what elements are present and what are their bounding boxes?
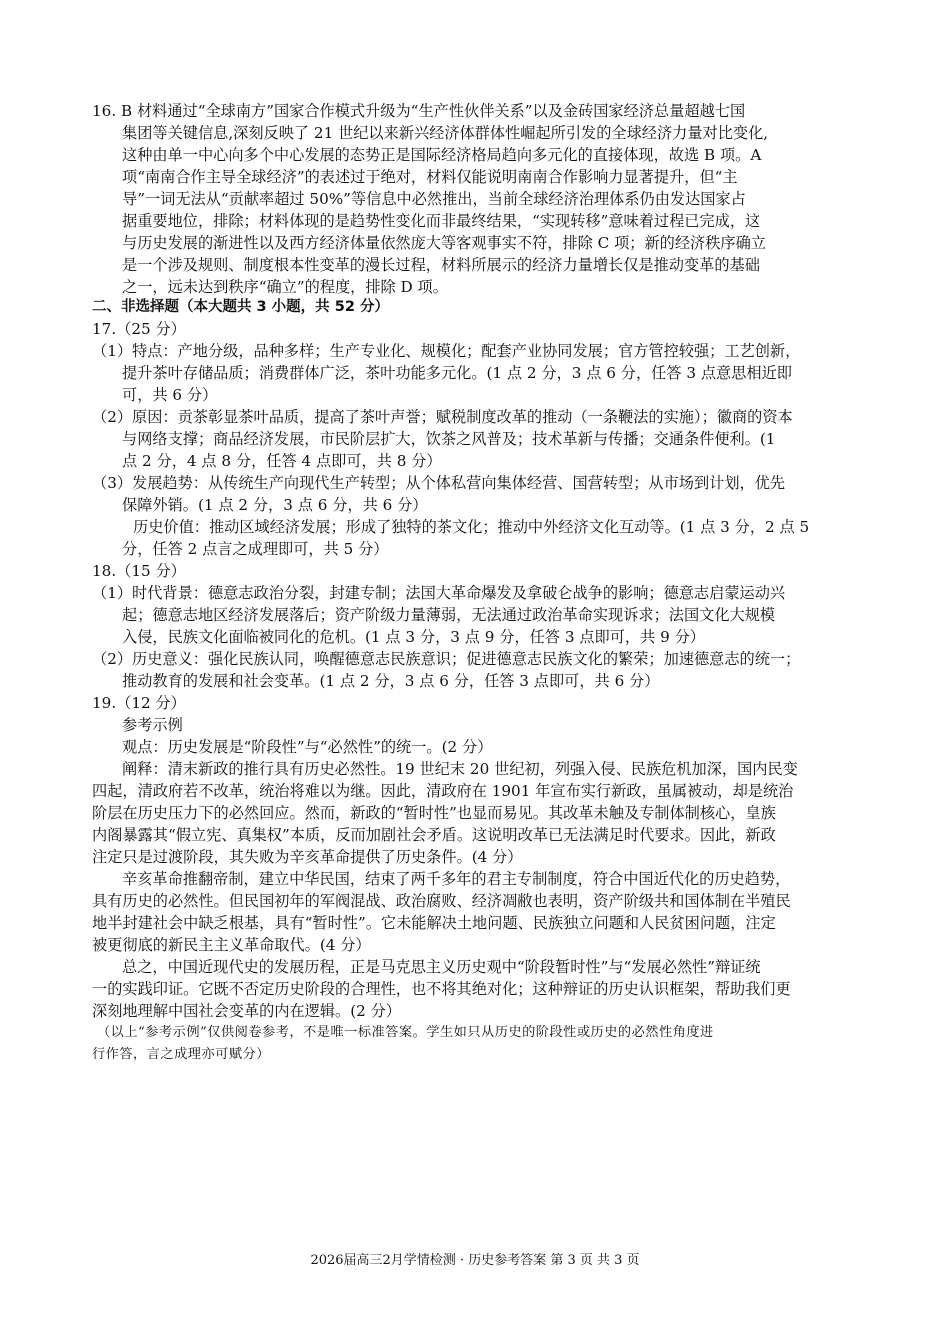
q18-header: 18.（15 分） xyxy=(92,562,186,580)
q17-line-1: （1）特点：产地分级，品种多样；生产专业化、规模化；配套产业协同发展；官方管控较强；工艺创新， xyxy=(92,342,801,360)
q19-line-4: 四起，清政府若不改革，统治将难以为继。因此，清政府在 1901 年宣布实行新政，虽属被动，却是统治 xyxy=(92,782,794,800)
q17-line-6: 点 2 分，4 点 8 分，任答 4 点即可，共 8 分） xyxy=(122,452,442,470)
q19-line-9: 具有历史的必然性。但民国初年的军阀混战、政治腐败、经济凋敝也表明，资产阶级共和国体制在半殖民 xyxy=(92,892,791,910)
q19-line-13: 一的实践印证。它既不否定历史阶段的合理性，也不将其绝对化；这种辩证的历史认识框架，帮助我们更 xyxy=(92,980,791,998)
q16-line-9: 之一，远未达到秩序“确立”的程度，排除 D 项。 xyxy=(122,278,448,296)
q19-line-14: 深刻地理解中国社会变革的内在逻辑。(2 分） xyxy=(92,1002,401,1020)
q16-line-8: 是一个涉及规则、制度根本性变革的漫长过程，材料所展示的经济力量增长仅是推动变革的基础 xyxy=(122,256,760,274)
q19-line-1: 参考示例 xyxy=(122,716,183,734)
q16-line-2: 集团等关键信息,深刻反映了 21 世纪以来新兴经济体群体性崛起所引发的全球经济力量对比变化, xyxy=(122,124,769,142)
q19-note-line-2: 行作答，言之成理亦可赋分） xyxy=(92,1047,270,1062)
q19-line-10: 地半封建社会中缺乏根基，具有“暂时性”。它未能解决土地问题、民族独立问题和人民贫困问题，注定 xyxy=(92,914,776,932)
q17-line-10: 分，任答 2 点言之成理即可，共 5 分） xyxy=(122,540,389,558)
q16-line-3: 这种由单一中心向多个中心发展的态势正是国际经济格局趋向多元化的直接体现，故选 B 项。A xyxy=(122,146,762,164)
q17-line-9: 历史价值：推动区域经济发展；形成了独特的茶文化；推动中外经济文化互动等。(1 点 3 分，2 点 5 xyxy=(133,518,810,536)
q17-header: 17.（25 分） xyxy=(92,320,186,338)
q17-line-4: （2）原因：贡茶彰显茶叶品质，提高了茶叶声誉；赋税制度改革的推动（一条鞭法的实施）；徽商的资本 xyxy=(92,408,793,426)
q19-line-11: 被更彻底的新民主主义革命取代。(4 分） xyxy=(92,936,371,954)
q16-line-5: 导”一词无法从“贡献率超过 50%”等信息中必然推出，当前全球经济治理体系仍由发达国家占 xyxy=(122,190,746,208)
q19-line-2: 观点：历史发展是“阶段性”与“必然性”的统一。(2 分） xyxy=(122,738,493,756)
q19-line-12: 总之，中国近现代史的发展历程，正是马克思主义历史观中“阶段暂时性”与“发展必然性”辩证统 xyxy=(122,958,761,976)
q19-note-line-1: （以上“参考示例”仅供阅卷参考，不是唯一标准答案。学生如只从历史的阶段性或历史的必然性角度进 xyxy=(97,1025,714,1040)
q17-line-2: 提升茶叶存储品质；消费群体广泛，茶叶功能多元化。(1 点 2 分，3 点 6 分，任答 3 点意思相近即 xyxy=(122,364,792,382)
q17-line-7: （3）发展趋势：从传统生产向现代生产转型；从个体私营向集体经营、国营转型；从市场到计划，优先 xyxy=(92,474,786,492)
q19-line-5: 阶层在历史压力下的必然回应。然而，新政的“暂时性”也显而易见。其改革未触及专制体制核心，皇族 xyxy=(92,804,776,822)
q17-line-5: 与网络支撑；商品经济发展，市民阶层扩大，饮茶之风普及；技术革新与传播；交通条件便利。(1 xyxy=(122,430,776,448)
q16-line-4: 项“南南合作主导全球经济”的表述过于绝对，材料仅能说明南南合作影响力显著提升，但“主 xyxy=(122,168,738,186)
q18-line-3: 入侵，民族文化面临被同化的危机。(1 点 3 分，3 点 9 分，任答 3 点即可，共 9 分） xyxy=(122,628,705,646)
q16-line-6: 据重要地位，排除；材料体现的是趋势性变化而非最终结果，“实现转移”意味着过程已完成，这 xyxy=(122,212,761,230)
q16-line-1: 16. B 材料通过“全球南方”国家合作模式升级为“生产性伙伴关系”以及金砖国家经济总量超越七国 xyxy=(92,102,746,120)
q18-line-2: 起；德意志地区经济发展落后；资产阶级力量薄弱，无法通过政治革命实现诉求；法国文化大规模 xyxy=(122,606,776,624)
q18-line-1: （1）时代背景：德意志政治分裂，封建专制；法国大革命爆发及拿破仑战争的影响；德意志启蒙运动兴 xyxy=(92,584,786,602)
q19-line-6: 内阁暴露其“假立宪、真集权”本质，反而加剧社会矛盾。这说明改革已无法满足时代要求。因此，新政 xyxy=(92,826,776,844)
q19-line-7: 注定只是过渡阶段，其失败为辛亥革命提供了历史条件。(4 分） xyxy=(92,848,523,866)
q19-line-3: 阐释：清末新政的推行具有历史必然性。19 世纪末 20 世纪初，列强入侵、民族危机加深，国内民变 xyxy=(122,760,798,778)
q18-line-5: 推动教育的发展和社会变革。(1 点 2 分，3 点 6 分，任答 3 点即可，共 6 分） xyxy=(122,672,660,690)
q17-line-3: 可，共 6 分） xyxy=(122,386,218,404)
q18-line-4: （2）历史意义：强化民族认同，唤醒德意志民族意识；促进德意志民族文化的繁荣；加速德意志的统一； xyxy=(92,650,801,668)
q16-line-7: 与历史发展的渐进性以及西方经济体量依然庞大等客观事实不符，排除 C 项；新的经济秩序确立 xyxy=(122,234,766,252)
q19-line-8: 辛亥革命推翻帝制，建立中华民国，结束了两千多年的君主专制制度，符合中国近代化的历史趋势， xyxy=(122,870,791,888)
q19-header: 19.（12 分） xyxy=(92,694,186,712)
page-footer: 2026届高三2月学情检测 · 历史参考答案 第 3 页 共 3 页 xyxy=(310,1253,640,1268)
section-title: 二、非选择题（本大题共 3 小题，共 52 分） xyxy=(92,299,389,315)
q17-line-8: 保障外销。(1 点 2 分，3 点 6 分，共 6 分） xyxy=(122,496,428,514)
